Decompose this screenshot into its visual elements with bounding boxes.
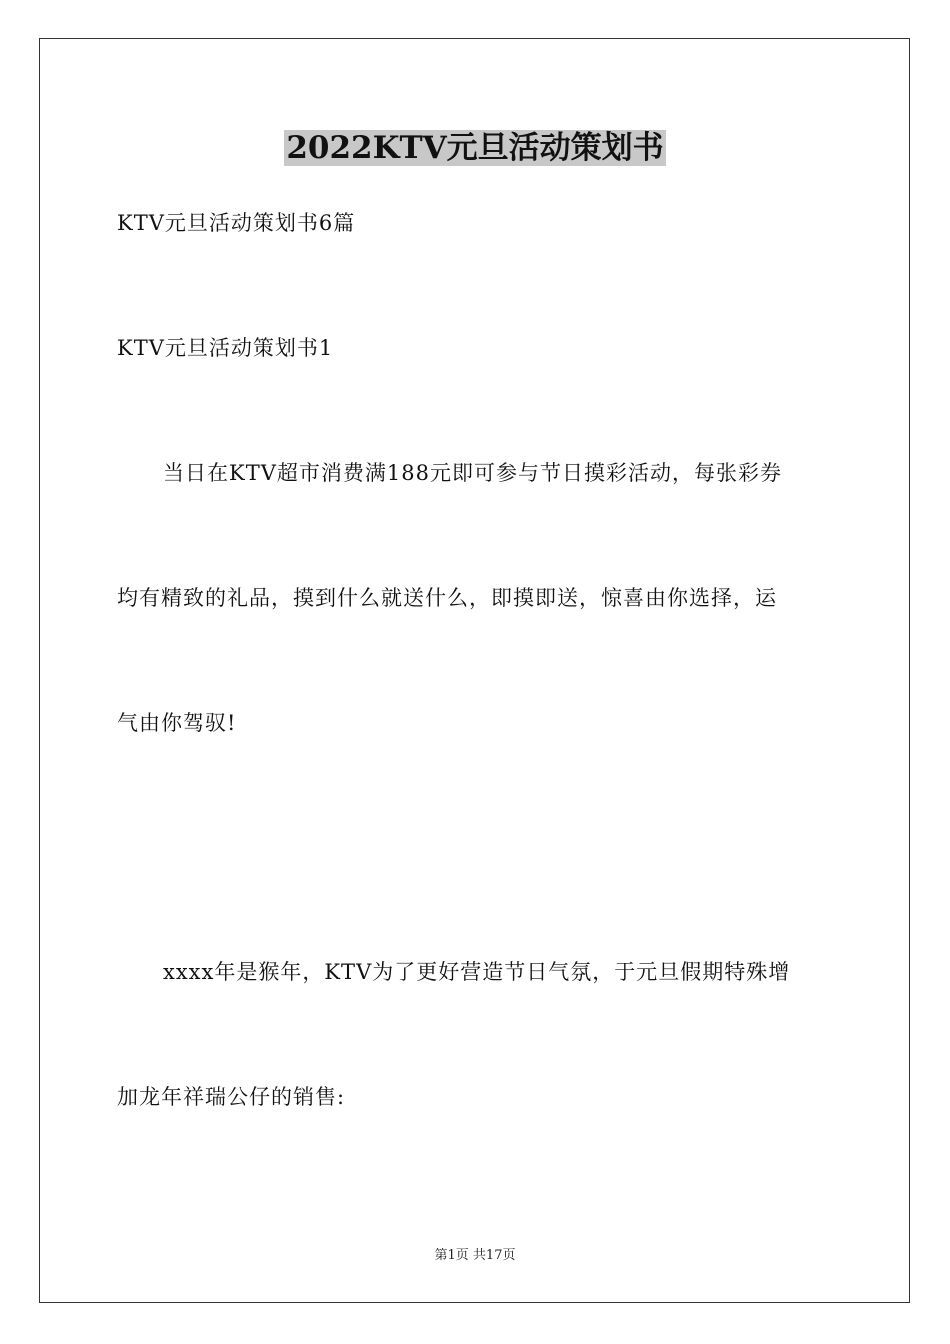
paragraph-1-line-2: 均有精致的礼品，摸到什么就送什么，即摸即送，惊喜由你选择，运	[117, 586, 777, 610]
paragraph-1-line-3: 气由你驾驭!	[117, 711, 237, 735]
paragraph-1-line-1: 当日在KTV超市消费满188元即可参与节日摸彩活动，每张彩券	[163, 461, 782, 485]
document-subtitle: KTV元旦活动策划书6篇	[117, 211, 356, 235]
section-heading: KTV元旦活动策划书1	[117, 336, 334, 360]
document-title-text: 2022KTV元旦活动策划书	[286, 130, 664, 166]
document-title	[0, 126, 950, 170]
paragraph-2-line-2: 加龙年祥瑞公仔的销售:	[117, 1085, 346, 1109]
paragraph-2-line-1: xxxx年是猴年，KTV为了更好营造节日气氛，于元旦假期特殊增	[163, 960, 791, 984]
page-footer: 第1页 共17页	[434, 1248, 516, 1263]
